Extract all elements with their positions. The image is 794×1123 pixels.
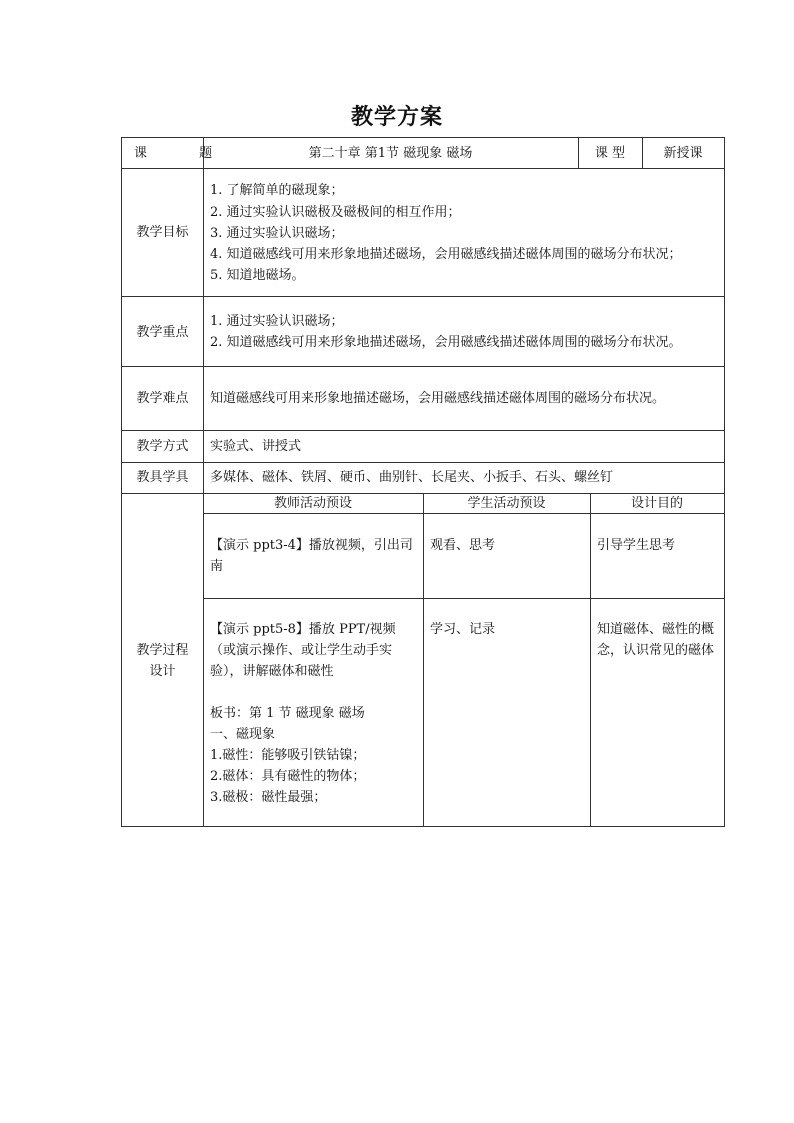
topic-value: 第二十章 第1节 磁现象 磁场 bbox=[308, 146, 473, 161]
column-divider bbox=[590, 493, 591, 826]
tools-label: 教具学具 bbox=[136, 470, 189, 485]
topic-label: 课 题 bbox=[134, 146, 237, 161]
objective-item: 3. 通过实验认识磁场； bbox=[210, 226, 344, 241]
student-activity: 学习、记录 bbox=[430, 622, 496, 637]
method-label: 教学方式 bbox=[136, 439, 189, 454]
teacher-activity: 【演示 ppt3-4】播放视频，引出司南 bbox=[210, 538, 413, 574]
process-label: 教学过程 bbox=[136, 643, 189, 658]
design-purpose: 知道磁体、磁性的概念，认识常见的磁体 bbox=[597, 622, 715, 658]
row-divider bbox=[122, 366, 724, 367]
key-points-label: 教学重点 bbox=[136, 325, 189, 340]
difficulties-text: 知道磁感线可用来形象地描述磁场，会用磁感线描述磁体周围的磁场分布状况。 bbox=[210, 391, 666, 406]
objectives-label: 教学目标 bbox=[136, 225, 189, 240]
board-line: 1.磁性：能够吸引铁钴镍； bbox=[210, 748, 366, 763]
lesson-plan-table bbox=[121, 137, 725, 827]
key-point-item: 1. 通过实验认识磁场； bbox=[210, 314, 344, 329]
objective-item: 1. 了解简单的磁现象； bbox=[210, 183, 344, 198]
difficulties-label: 教学难点 bbox=[136, 391, 189, 406]
row-divider bbox=[122, 168, 724, 169]
column-divider bbox=[423, 493, 424, 826]
board-line: 一、磁现象 bbox=[210, 727, 276, 742]
process-label: 设计 bbox=[149, 664, 176, 679]
document-title: 教学方案 bbox=[350, 104, 443, 130]
row-divider bbox=[122, 430, 724, 431]
objective-item: 2. 通过实验认识磁极及磁极间的相互作用； bbox=[210, 205, 461, 220]
design-purpose: 引导学生思考 bbox=[597, 538, 676, 553]
column-divider bbox=[203, 138, 204, 826]
row-divider bbox=[122, 462, 724, 463]
row-divider bbox=[203, 598, 724, 599]
objective-item: 5. 知道地磁场。 bbox=[210, 268, 305, 283]
student-activity: 观看、思考 bbox=[430, 538, 496, 553]
column-header-student: 学生活动预设 bbox=[467, 496, 546, 511]
board-line: 3.磁极：磁性最强； bbox=[210, 790, 327, 805]
type-label: 课 型 bbox=[594, 146, 626, 161]
row-divider bbox=[122, 296, 724, 297]
board-title: 板书：第 1 节 磁现象 磁场 bbox=[210, 706, 365, 721]
tools-text: 多媒体、磁体、铁屑、硬币、曲别针、长尾夹、小扳手、石头、螺丝钉 bbox=[210, 470, 614, 485]
objective-item: 4. 知道磁感线可用来形象地描述磁场，会用磁感线描述磁体周围的磁场分布状况； bbox=[210, 247, 682, 262]
teacher-activity: 【演示 ppt5-8】播放 PPT/视频（或演示操作、或让学生动手实验），讲解磁体和磁性 bbox=[210, 622, 396, 679]
type-value: 新授课 bbox=[663, 146, 703, 161]
column-header-teacher: 教师活动预设 bbox=[273, 496, 352, 511]
method-text: 实验式、讲授式 bbox=[210, 439, 302, 454]
board-line: 2.磁体：具有磁性的物体； bbox=[210, 769, 366, 784]
key-point-item: 2. 知道磁感线可用来形象地描述磁场，会用磁感线描述磁体周围的磁场分布状况。 bbox=[210, 335, 682, 350]
column-header-purpose: 设计目的 bbox=[630, 496, 683, 511]
